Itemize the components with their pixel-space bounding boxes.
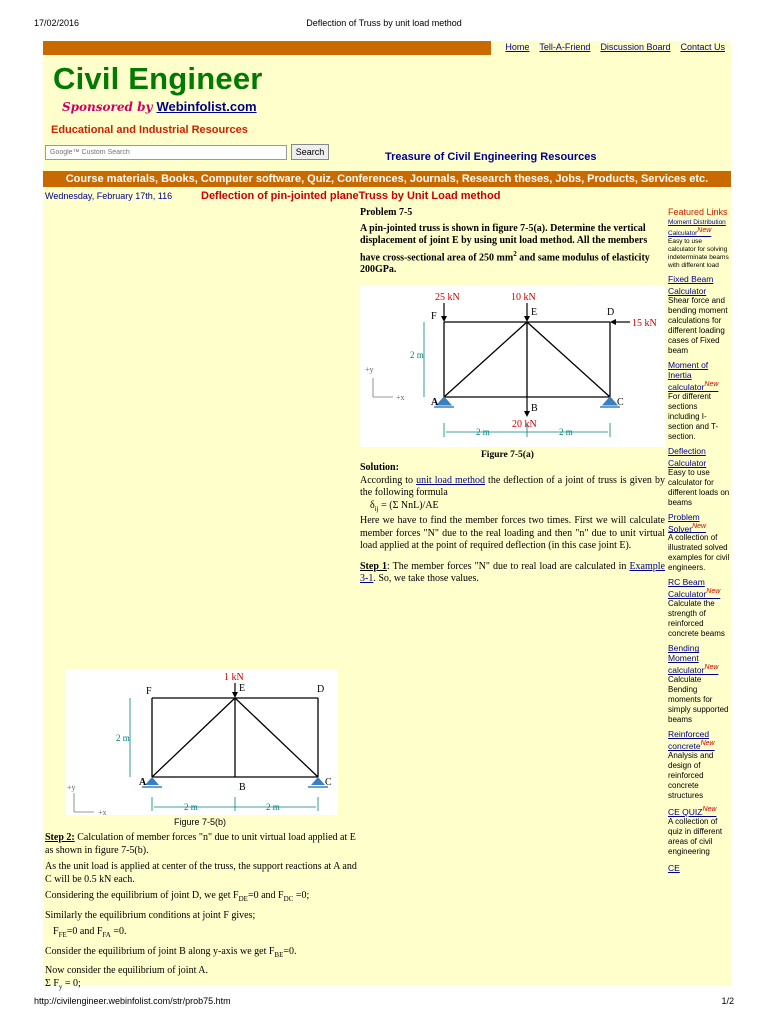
figure-7-5a-caption: Figure 7-5(a) — [481, 450, 534, 460]
sidebar-item — [668, 729, 731, 801]
site-logo[interactable]: Civil Engineer — [53, 61, 263, 96]
support-a-icon-b — [145, 777, 159, 785]
sidebar-item — [668, 512, 731, 574]
featured-links-sidebar — [668, 207, 731, 877]
height-label: 2 m — [410, 350, 424, 360]
node-c-label: C — [617, 397, 624, 408]
node-f-label: F — [431, 311, 437, 322]
fixed-beam-desc: Shear force and bending moment calculations for different loading cases of Fixed beam — [668, 295, 728, 355]
node-a-label: A — [431, 397, 439, 408]
sidebar-item — [668, 219, 731, 270]
print-url: http://civilengineer.webinfolist.com/str/prob75.htm — [34, 996, 231, 1006]
step1-a: : The member forces "N" due to real load are calculated in — [386, 560, 630, 572]
sidebar-item — [668, 577, 731, 639]
sidebar-item — [668, 643, 731, 725]
statement-part-1: A pin-jointed truss is shown in figure 7-5(a). Determine the vertical displacement of joint E by using unit load method. All the members have cross-sectional area of 250 mm — [360, 222, 648, 263]
node-e-label: E — [531, 307, 538, 318]
bending-moment-link[interactable]: Bending Moment calculator$^{New}$ — [668, 643, 719, 676]
step2-l7: Σ $F_y = 0$; — [45, 977, 81, 991]
span-1-label: 2 m — [476, 427, 490, 437]
sidebar-item — [668, 360, 731, 442]
bending-moment-desc: Calculate Bending moments for simply supported beams — [668, 675, 729, 725]
unit-load-method-link[interactable]: unit load method — [416, 474, 485, 486]
step2-l1: As the unit load is applied at center of the truss, the support reactions at A and C will be 0.5 kN each. — [45, 861, 357, 885]
moment-of-inertia-link[interactable]: Moment of Inertia calculator$^{New}$ — [668, 359, 719, 392]
sidebar-item — [668, 274, 731, 356]
problem-title: Problem 7-5 — [360, 207, 413, 218]
step2-l4: $F_{FE}=0$ and $F_{FA} =0$. — [53, 926, 127, 939]
node-d-label: D — [607, 307, 615, 318]
axis-x-label: +x — [396, 393, 405, 402]
sponsored-by-label: Sponsored by — [62, 100, 153, 114]
span-1-label-b: 2 m — [184, 802, 198, 812]
node-a-label-b: A — [139, 777, 147, 788]
print-page-number: 1/2 — [721, 996, 734, 1006]
ce-quiz-desc: A collection of quiz in different areas of civil engineering — [668, 816, 723, 856]
step2-text: Calculation of member forces "n" due to unit virtual load applied at E as shown in figure 7-5(b). — [45, 832, 356, 856]
print-footer — [34, 996, 734, 1010]
solution-p1-b: the deflection of a joint of truss is given by the following formula — [360, 474, 665, 498]
support-c-icon — [603, 397, 617, 405]
reinforced-concrete-link[interactable]: Reinforced concrete$^{New}$ — [668, 729, 715, 751]
member-ae — [444, 322, 527, 397]
step2-content — [45, 832, 363, 997]
solution-p1-a: According to — [360, 474, 417, 486]
node-c-label-b: C — [325, 777, 332, 788]
node-f-label-b: F — [146, 686, 152, 697]
nav-discussion-board-link[interactable]: Discussion Board — [600, 42, 671, 52]
site-tagline: Educational and Industrial Resources — [51, 124, 248, 136]
step2-label: Step 2: — [45, 832, 75, 843]
treasure-heading: Treasure of Civil Engineering Resources — [385, 151, 597, 163]
print-title: Deflection of Truss by unit load method — [306, 18, 462, 28]
formula-sub: ij — [374, 504, 379, 513]
print-header — [34, 18, 734, 32]
solution-p1 — [360, 475, 665, 500]
axis-y-label: +y — [365, 365, 374, 374]
load-15kn-label: 15 kN — [632, 318, 657, 329]
top-nav — [491, 41, 731, 55]
span-2-label-b: 2 m — [266, 802, 280, 812]
sidebar-item — [668, 446, 731, 508]
figure-7-5a — [360, 285, 665, 447]
node-b-label-b: B — [239, 782, 246, 793]
nav-tell-a-friend-link[interactable]: Tell-A-Friend — [539, 42, 591, 52]
formula-delta: δ — [370, 499, 375, 511]
load-20kn-label: 20 kN — [512, 419, 537, 430]
page-title: Deflection of pin-jointed planeTruss by Unit Load method — [201, 190, 501, 202]
ce-quiz-link[interactable]: CE $QUIZ^{New}$ — [668, 805, 717, 817]
rc-beam-link[interactable]: RC Beam Calculator$^{New}$ — [668, 577, 721, 600]
step2-heading — [45, 832, 363, 857]
statement-sup: 2 — [513, 249, 517, 258]
example-3-1-link[interactable]: Example 3-1 — [360, 560, 665, 584]
span-2-label: 2 m — [559, 427, 573, 437]
fixed-beam-link[interactable]: Fixed Beam Calculator — [668, 274, 714, 296]
dateline: Wednesday, February 17th, 116 — [45, 191, 173, 201]
deflection-calculator-desc: Easy to use calculator for different loads on beams — [668, 467, 730, 507]
sidebar-item — [668, 861, 731, 873]
figure-7-5b — [66, 669, 338, 815]
nav-contact-us-link[interactable]: Contact Us — [680, 42, 725, 52]
step1-b: . So, we take those values. — [373, 573, 479, 584]
unit-load-label: 1 kN — [224, 672, 244, 683]
formula — [360, 500, 665, 516]
node-e-label-b: E — [239, 683, 246, 694]
axis-y-label-b: +y — [67, 783, 76, 792]
load-10kn-label: 10 kN — [511, 292, 536, 303]
problem-solver-link[interactable]: Problem Solver$^{New}$ — [668, 511, 707, 534]
deflection-calculator-link[interactable]: Deflection Calculator — [668, 445, 707, 468]
node-b-label: B — [531, 403, 538, 414]
step2-l5: Consider the equilibrium of joint B along y-axis we get $F_{BE}=0$. — [45, 945, 297, 959]
support-c-icon-b — [311, 777, 325, 785]
support-a-icon — [437, 397, 451, 405]
member-ce — [527, 322, 610, 397]
step1-label: Step 1 — [360, 560, 387, 572]
search-input[interactable] — [45, 145, 287, 160]
reinforced-concrete-desc: Analysis and design of reinforced concrete structures — [668, 750, 714, 800]
moment-distribution-desc: Easy to use calculator for solving indeterminate beams with different load — [668, 238, 729, 270]
sponsor-link[interactable]: Webinfolist.com — [156, 99, 257, 114]
step2-l2: Considering the equilibrium of joint D, we get $F_{DE}=0$ and $F_{DC} =0$; — [45, 890, 310, 903]
problem-content — [360, 207, 665, 277]
search-button[interactable]: Search — [291, 144, 329, 160]
step2-l3: Similarly the equilibrium conditions at joint F gives; — [45, 909, 256, 921]
moment-of-inertia-desc: For different sections including I-section and T-section. — [668, 391, 719, 441]
truss-diagram-b — [66, 669, 338, 815]
print-date: 17/02/2016 — [34, 18, 80, 28]
step1-text — [360, 561, 665, 586]
solution-content — [360, 462, 665, 586]
rc-beam-desc: Calculate the strength of reinforced concrete beams — [668, 599, 725, 639]
load-25kn-label: 25 kN — [435, 292, 460, 303]
step2-l6: Now consider the equilibrium of joint A. — [45, 965, 209, 976]
sponsor-line — [62, 99, 257, 114]
sidebar-item — [668, 805, 731, 857]
moment-distribution-link[interactable]: Moment Distribution CalculatorNew — [668, 219, 726, 238]
nav-home-link[interactable]: Home — [505, 42, 530, 52]
figure-7-5b-caption: Figure 7-5(b) — [174, 817, 227, 827]
height-label-b: 2 m — [116, 733, 130, 743]
problem-statement — [360, 223, 665, 277]
node-d-label-b: D — [317, 684, 325, 695]
ce-link[interactable]: CE — [668, 862, 680, 873]
truss-diagram-a — [360, 285, 665, 447]
solution-p2: Here we have to find the member forces two times. First we will calculate member forces "N" due to the real loading and then "n" due to unit virtual load applied at the point of required deflection (in this case joint E). — [360, 515, 665, 551]
featured-links-title: Featured Links — [668, 207, 728, 217]
resources-navbar[interactable]: Course materials, Books, Computer software, Quiz, Conferences, Journals, Research theses, Jobs, Products, Services etc. — [43, 171, 731, 187]
axis-x-label-b: +x — [98, 808, 107, 815]
statement-part-2: and same modulus of elasticity 200GPa. — [360, 251, 650, 276]
web-page — [43, 41, 731, 991]
solution-label: Solution: — [360, 462, 399, 473]
formula-rest: = (Σ NnL)/AE — [378, 499, 439, 511]
problem-solver-desc: A collection of illustrated solved examples for civil engineers. — [668, 533, 730, 573]
